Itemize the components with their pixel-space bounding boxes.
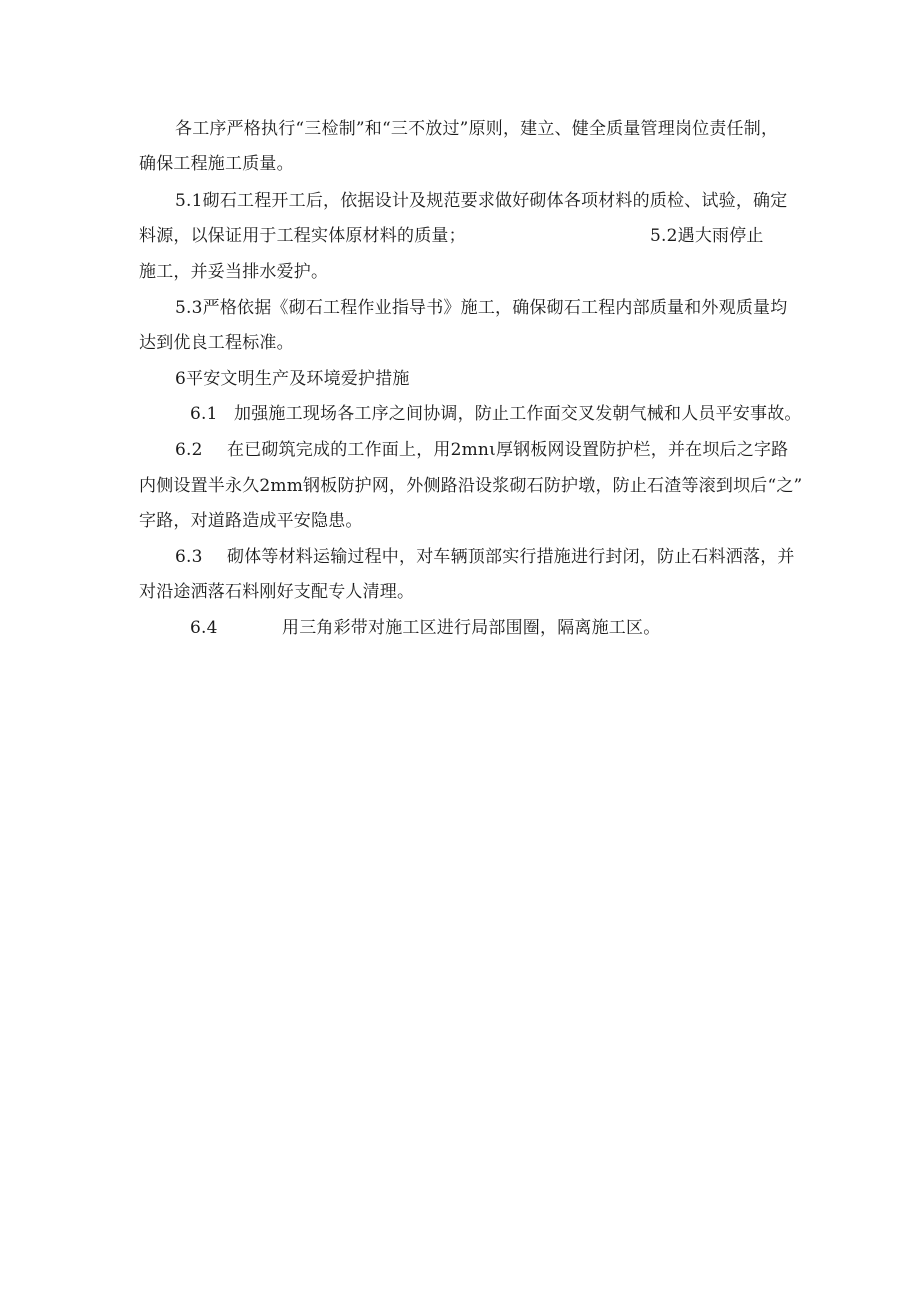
paragraph-6-2-line-2: 内侧设置半永久2mm钢板防护网，外侧路沿设浆砌石防护墩，防止石渣等滚到坝后“之” xyxy=(139,476,803,496)
paragraph-6-2-line-1: 在已砌筑完成的工作面上，用2mnι厚钢板网设置防护栏，并在坝后之字路 xyxy=(227,440,789,460)
paragraph-6-2-number: 6.2 xyxy=(175,440,203,460)
paragraph-5-1-line-1: 5.1砌石工程开工后，依据设计及规范要求做好砌体各项材料的质检、试验，确定 xyxy=(175,191,788,211)
paragraph-5-1-line-2: 料源，以保证用于工程实体原材料的质量； xyxy=(139,226,466,246)
paragraph-6-2-line-3: 字路，对道路造成平安隐患。 xyxy=(139,511,363,531)
paragraph-6-1-number: 6.1 xyxy=(190,404,218,424)
paragraph-6-4-line-1: 用三角彩带对施工区进行局部围圈，隔离施工区。 xyxy=(282,618,661,638)
paragraph-5-2-line-2: 施工，并妥当排水爱护。 xyxy=(139,262,329,282)
paragraph-6-3-number: 6.3 xyxy=(175,547,203,567)
paragraph-intro-line-2: 确保工程施工质量。 xyxy=(139,154,294,174)
paragraph-6-1-line-1: 加强施工现场各工序之间协调，防止工作面交叉发朝气械和人员平安事故。 xyxy=(234,404,802,424)
paragraph-6-3-line-2: 对沿途洒落石料刚好支配专人清理。 xyxy=(139,582,415,602)
paragraph-5-2-line-1: 5.2遇大雨停止 xyxy=(650,226,764,246)
paragraph-6-4-number: 6.4 xyxy=(190,618,218,638)
section-6-heading: 6平安文明生产及环境爱护措施 xyxy=(175,369,410,389)
paragraph-intro-line-1: 各工序严格执行“三检制”和“三不放过”原则，建立、健全质量管理岗位责任制， xyxy=(175,119,779,139)
paragraph-6-3-line-1: 砌体等材料运输过程中，对车辆顶部实行措施进行封闭，防止石料洒落，并 xyxy=(227,547,795,567)
paragraph-5-3-line-1: 5.3严格依据《砌石工程作业指导书》施工，确保砌石工程内部质量和外观质量均 xyxy=(175,298,788,318)
paragraph-5-3-line-2: 达到优良工程标准。 xyxy=(139,333,294,353)
